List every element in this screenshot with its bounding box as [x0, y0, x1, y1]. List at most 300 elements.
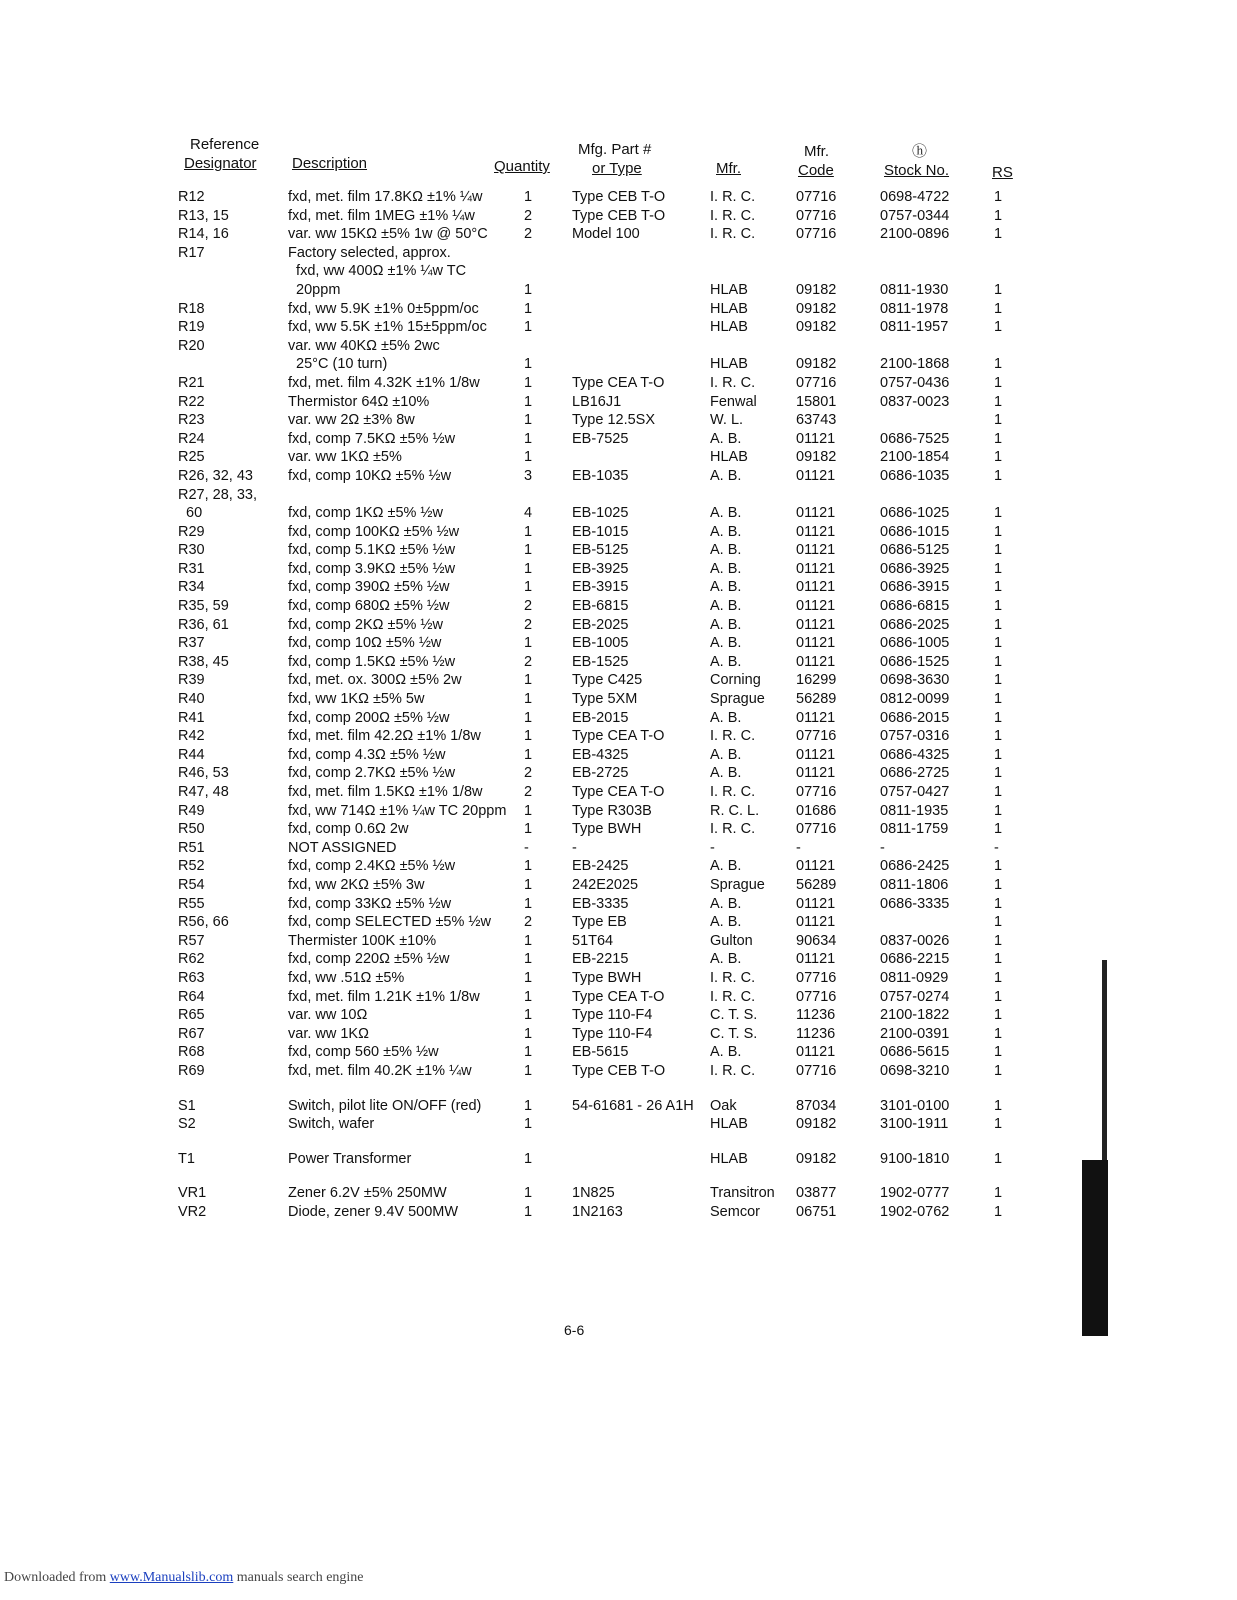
- cell-mfr-code: 01121: [796, 653, 836, 670]
- cell-ref-designator: R22: [178, 393, 205, 410]
- cell-manufacturer: A. B.: [710, 709, 742, 726]
- cell-mfr-code: 07716: [796, 207, 837, 224]
- table-row: [0, 1184, 1237, 1203]
- cell-stock-number: 0757-0316: [880, 728, 950, 745]
- cell-quantity: 2: [524, 914, 533, 931]
- cell-ref-designator: R34: [178, 579, 205, 596]
- cell-part-number: Type CEA T-O: [572, 728, 665, 745]
- cell-manufacturer: I. R. C.: [710, 821, 756, 838]
- cell-rs: 1: [994, 969, 1003, 986]
- cell-ref-designator: R46, 53: [178, 765, 229, 782]
- cell-stock-number: 0757-0427: [880, 784, 950, 800]
- cell-quantity: 1: [524, 1025, 533, 1042]
- header-ref-line2: Designator: [184, 155, 257, 172]
- cell-ref-designator: R40: [178, 691, 205, 708]
- cell-stock-number: 0686-5615: [880, 1044, 950, 1061]
- cell-rs: 1: [994, 876, 1003, 893]
- cell-quantity: 1: [524, 895, 533, 912]
- page-number: 6-6: [564, 1322, 585, 1338]
- cell-part-number: Type BWH: [572, 969, 642, 986]
- cell-part-number: EB-1015: [572, 523, 629, 540]
- cell-part-number: EB-2015: [572, 709, 629, 726]
- cell-stock-number: 0698-4722: [880, 189, 950, 205]
- cell-part-number: EB-5125: [572, 542, 629, 559]
- cell-description: fxd, comp 2KΩ ±5% ½w: [288, 616, 443, 633]
- cell-description: Diode, zener 9.4V 500MW: [288, 1203, 459, 1220]
- table-row: [0, 950, 1237, 969]
- cell-description: fxd, ww 5.9K ±1% 0±5ppm/oc: [288, 300, 479, 317]
- cell-ref-designator: R27, 28, 33,: [178, 486, 257, 503]
- cell-description: fxd, ww 2KΩ ±5% 3w: [288, 876, 425, 893]
- table-row: [0, 727, 1237, 746]
- cell-ref-designator: R20: [178, 337, 205, 354]
- table-row: [0, 653, 1237, 672]
- cell-manufacturer: R. C. L.: [710, 802, 760, 819]
- cell-mfr-code: 01121: [796, 616, 836, 633]
- cell-quantity: 1: [524, 281, 533, 298]
- table-row: [0, 467, 1237, 486]
- table-row: [0, 913, 1237, 932]
- cell-manufacturer: Sprague: [710, 876, 765, 893]
- cell-ref-designator: R67: [178, 1025, 205, 1042]
- cell-rs: 1: [994, 672, 1003, 689]
- cell-ref-designator: R64: [178, 988, 205, 1005]
- cell-mfr-code: 09182: [796, 300, 837, 317]
- table-row: [0, 1115, 1237, 1134]
- cell-part-number: EB-2025: [572, 616, 629, 633]
- cell-description: fxd, comp 2.4KΩ ±5% ½w: [288, 858, 456, 875]
- cell-stock-number: -: [880, 839, 885, 856]
- cell-rs: 1: [994, 1044, 1003, 1061]
- cell-manufacturer: A. B.: [710, 430, 742, 447]
- cell-mfr-code: 01121: [796, 598, 836, 615]
- cell-mfr-code: 01686: [796, 802, 837, 819]
- cell-description: fxd, comp 5.1KΩ ±5% ½w: [288, 542, 456, 559]
- cell-ref-designator: R18: [178, 300, 205, 317]
- cell-mfr-code: 01121: [796, 430, 836, 447]
- cell-description: fxd, comp 7.5KΩ ±5% ½w: [288, 430, 456, 447]
- table-row: [0, 448, 1237, 467]
- cell-description: fxd, comp 390Ω ±5% ½w: [288, 579, 450, 596]
- cell-quantity: 1: [524, 374, 533, 391]
- table-row: [0, 1025, 1237, 1044]
- cell-description: 20ppm: [288, 281, 341, 298]
- cell-ref-designator: R24: [178, 430, 205, 447]
- cell-description: fxd, comp 560 ±5% ½w: [288, 1044, 439, 1061]
- cell-description: fxd, ww .51Ω ±5%: [288, 969, 405, 986]
- cell-description: fxd, met. ox. 300Ω ±5% 2w: [288, 672, 462, 689]
- cell-manufacturer: Gulton: [710, 932, 753, 949]
- cell-mfr-code: 01121: [796, 542, 836, 559]
- cell-mfr-code: 03877: [796, 1185, 837, 1202]
- cell-rs: 1: [994, 1097, 1003, 1114]
- cell-part-number: EB-1525: [572, 653, 629, 670]
- cell-stock-number: 0811-1930: [880, 281, 949, 298]
- cell-rs: 1: [994, 412, 1003, 429]
- cell-stock-number: 0686-1525: [880, 653, 950, 670]
- cell-quantity: 1: [524, 802, 533, 819]
- cell-mfr-code: 06751: [796, 1203, 837, 1220]
- cell-description: Switch, pilot lite ON/OFF (red): [288, 1097, 482, 1114]
- cell-rs: 1: [994, 560, 1003, 577]
- cell-part-number: Type 110-F4: [572, 1007, 653, 1024]
- cell-mfr-code: 16299: [796, 672, 837, 689]
- cell-quantity: 2: [524, 784, 533, 800]
- cell-rs: 1: [994, 319, 1003, 336]
- cell-manufacturer: HLAB: [710, 449, 748, 466]
- cell-mfr-code: 01121: [796, 765, 836, 782]
- table-row: [0, 857, 1237, 876]
- cell-part-number: Model 100: [572, 226, 640, 243]
- table-row: [0, 634, 1237, 653]
- cell-ref-designator: R55: [178, 895, 205, 912]
- cell-mfr-code: 07716: [796, 189, 837, 205]
- manualslib-link[interactable]: www.Manualslib.com: [109, 1570, 234, 1585]
- cell-mfr-code: 07716: [796, 226, 837, 243]
- cell-part-number: EB-5615: [572, 1044, 629, 1061]
- cell-manufacturer: I. R. C.: [710, 988, 756, 1005]
- cell-stock-number: 0698-3210: [880, 1062, 950, 1079]
- cell-description: var. ww 1KΩ: [288, 1025, 369, 1042]
- cell-part-number: Type CEB T-O: [572, 1062, 666, 1079]
- cell-mfr-code: 63743: [796, 412, 837, 429]
- cell-mfr-code: 07716: [796, 728, 837, 745]
- cell-rs: 1: [994, 932, 1003, 949]
- cell-mfr-code: 01121: [796, 746, 836, 763]
- cell-ref-designator: R39: [178, 672, 205, 689]
- table-row: [0, 393, 1237, 412]
- cell-quantity: 1: [524, 932, 533, 949]
- cell-part-number: 1N825: [572, 1185, 615, 1202]
- cell-stock-number: 0686-1035: [880, 467, 950, 484]
- cell-ref-designator: R12: [178, 189, 205, 205]
- cell-stock-number: 0812-0099: [880, 691, 950, 708]
- cell-description: fxd, ww 714Ω ±1% ¼w TC 20ppm: [288, 802, 507, 819]
- cell-quantity: 4: [524, 505, 533, 522]
- cell-mfr-code: 09182: [796, 356, 837, 373]
- cell-ref-designator: R19: [178, 319, 205, 336]
- table-row: [0, 802, 1237, 821]
- cell-description: fxd, met. film 40.2K ±1% ¼w: [288, 1062, 472, 1079]
- cell-description: fxd, comp 1KΩ ±5% ½w: [288, 505, 443, 522]
- cell-quantity: 1: [524, 988, 533, 1005]
- table-row: [0, 430, 1237, 449]
- cell-manufacturer: A. B.: [710, 542, 742, 559]
- cell-part-number: EB-2425: [572, 858, 629, 875]
- hp-logo-icon: ⓗ: [912, 142, 928, 160]
- cell-part-number: 1N2163: [572, 1203, 623, 1220]
- table-row: [0, 746, 1237, 765]
- cell-stock-number: 0686-5125: [880, 542, 950, 559]
- cell-stock-number: 0686-2215: [880, 951, 950, 968]
- cell-description: fxd, comp 100KΩ ±5% ½w: [288, 523, 460, 540]
- cell-stock-number: 0811-1978: [880, 300, 949, 317]
- scan-edge-line: [1102, 960, 1107, 1160]
- table-row: [0, 374, 1237, 393]
- cell-part-number: Type CEB T-O: [572, 189, 666, 205]
- cell-rs: 1: [994, 523, 1003, 540]
- cell-stock-number: 3100-1911: [880, 1116, 949, 1133]
- cell-manufacturer: Transitron: [710, 1185, 775, 1202]
- cell-description: fxd, met. film 42.2Ω ±1% 1/8w: [288, 728, 481, 745]
- cell-quantity: 2: [524, 598, 533, 615]
- cell-description: fxd, ww 400Ω ±1% ¼w TC: [288, 263, 467, 280]
- cell-ref-designator: R68: [178, 1044, 205, 1061]
- cell-mfr-code: 01121: [796, 635, 836, 652]
- cell-quantity: 3: [524, 467, 533, 484]
- cell-rs: 1: [994, 374, 1003, 391]
- table-row: [0, 969, 1237, 988]
- cell-mfr-code: -: [796, 839, 801, 856]
- table-row: [0, 560, 1237, 579]
- cell-manufacturer: Semcor: [710, 1203, 760, 1220]
- table-row: [0, 523, 1237, 542]
- cell-mfr-code: 01121: [796, 858, 836, 875]
- scan-edge-mark: [1082, 1160, 1108, 1336]
- cell-stock-number: 1902-0777: [880, 1185, 950, 1202]
- cell-part-number: 51T64: [572, 932, 614, 949]
- cell-rs: 1: [994, 951, 1003, 968]
- cell-mfr-code: 90634: [796, 932, 837, 949]
- cell-mfr-code: 01121: [796, 1044, 836, 1061]
- table-row: [0, 411, 1237, 430]
- cell-quantity: 1: [524, 1007, 533, 1024]
- cell-manufacturer: I. R. C.: [710, 207, 756, 224]
- cell-rs: 1: [994, 895, 1003, 912]
- cell-rs: 1: [994, 449, 1003, 466]
- cell-part-number: Type CEA T-O: [572, 784, 665, 800]
- cell-stock-number: 0686-3335: [880, 895, 950, 912]
- cell-stock-number: 0686-1025: [880, 505, 950, 522]
- cell-mfr-code: 01121: [796, 523, 836, 540]
- cell-mfr-code: 07716: [796, 821, 837, 838]
- cell-manufacturer: A. B.: [710, 765, 742, 782]
- cell-description: Thermistor 64Ω ±10%: [288, 393, 430, 410]
- cell-mfr-code: 56289: [796, 691, 837, 708]
- cell-quantity: 1: [524, 672, 533, 689]
- cell-ref-designator: R42: [178, 728, 205, 745]
- cell-manufacturer: I. R. C.: [710, 969, 756, 986]
- cell-ref-designator: R69: [178, 1062, 205, 1079]
- table-row: [0, 1062, 1237, 1081]
- table-row: [0, 337, 1237, 356]
- cell-rs: 1: [994, 821, 1003, 838]
- table-row: [0, 486, 1237, 505]
- download-suffix: manuals search engine: [233, 1570, 364, 1585]
- cell-ref-designator: VR2: [178, 1203, 207, 1220]
- cell-mfr-code: 07716: [796, 374, 837, 391]
- table-row: [0, 597, 1237, 616]
- cell-stock-number: 2100-1822: [880, 1007, 950, 1024]
- cell-manufacturer: I. R. C.: [710, 374, 756, 391]
- cell-part-number: Type C425: [572, 672, 643, 689]
- cell-manufacturer: Sprague: [710, 691, 765, 708]
- cell-ref-designator: R14, 16: [178, 226, 229, 243]
- cell-description: var. ww 10Ω: [288, 1007, 368, 1024]
- cell-part-number: Type 5XM: [572, 691, 638, 708]
- cell-quantity: 1: [524, 579, 533, 596]
- cell-part-number: EB-1005: [572, 635, 629, 652]
- cell-quantity: 1: [524, 449, 533, 466]
- cell-manufacturer: HLAB: [710, 319, 748, 336]
- cell-description: fxd, comp 33KΩ ±5% ½w: [288, 895, 452, 912]
- cell-rs: 1: [994, 300, 1003, 317]
- cell-ref-designator: R49: [178, 802, 205, 819]
- cell-description: fxd, met. film 1.5KΩ ±1% 1/8w: [288, 784, 483, 800]
- cell-rs: 1: [994, 616, 1003, 633]
- cell-manufacturer: Oak: [710, 1097, 737, 1114]
- cell-part-number: Type EB: [572, 914, 627, 931]
- table-row: [0, 207, 1237, 226]
- table-row: [0, 839, 1237, 858]
- cell-quantity: 1: [524, 356, 533, 373]
- header-part: [578, 140, 651, 178]
- table-row: [0, 616, 1237, 635]
- cell-part-number: Type CEB T-O: [572, 207, 666, 224]
- cell-part-number: Type CEA T-O: [572, 988, 665, 1005]
- cell-ref-designator: R50: [178, 821, 205, 838]
- header-mfr: Mfr.: [716, 160, 741, 177]
- cell-mfr-code: 07716: [796, 988, 837, 1005]
- table-row: [0, 504, 1237, 523]
- cell-rs: 1: [994, 393, 1003, 410]
- cell-manufacturer: -: [710, 839, 715, 856]
- table-row: [0, 541, 1237, 560]
- cell-mfr-code: 09182: [796, 1150, 837, 1167]
- cell-mfr-code: 07716: [796, 969, 837, 986]
- cell-manufacturer: I. R. C.: [710, 189, 756, 205]
- cell-description: 25°C (10 turn): [288, 356, 388, 373]
- cell-manufacturer: C. T. S.: [710, 1025, 758, 1042]
- cell-stock-number: 0757-0436: [880, 374, 950, 391]
- cell-description: Power Transformer: [288, 1150, 412, 1167]
- cell-description: NOT ASSIGNED: [288, 839, 397, 856]
- cell-stock-number: 2100-1854: [880, 449, 950, 466]
- cell-description: fxd, ww 5.5K ±1% 15±5ppm/oc: [288, 319, 487, 336]
- cell-rs: 1: [994, 1116, 1003, 1133]
- cell-manufacturer: A. B.: [710, 746, 742, 763]
- cell-manufacturer: Corning: [710, 672, 761, 689]
- cell-description: fxd, comp 3.9KΩ ±5% ½w: [288, 560, 456, 577]
- cell-stock-number: 2100-0391: [880, 1025, 950, 1042]
- cell-ref-designator: VR1: [178, 1185, 207, 1202]
- cell-rs: 1: [994, 988, 1003, 1005]
- cell-quantity: 1: [524, 1150, 533, 1167]
- table-row: [0, 355, 1237, 374]
- cell-rs: 1: [994, 653, 1003, 670]
- cell-rs: 1: [994, 226, 1003, 243]
- cell-part-number: -: [572, 839, 577, 856]
- cell-stock-number: 0811-1759: [880, 821, 949, 838]
- cell-manufacturer: HLAB: [710, 1150, 748, 1167]
- cell-mfr-code: 15801: [796, 393, 837, 410]
- cell-description: fxd, met. film 1MEG ±1% ¼w: [288, 207, 475, 224]
- cell-part-number: EB-3925: [572, 560, 629, 577]
- cell-mfr-code: 09182: [796, 449, 837, 466]
- cell-rs: 1: [994, 635, 1003, 652]
- cell-mfr-code: 01121: [796, 505, 836, 522]
- cell-part-number: EB-7525: [572, 430, 629, 447]
- cell-stock-number: 0757-0274: [880, 988, 950, 1005]
- cell-description: fxd, comp SELECTED ±5% ½w: [288, 914, 491, 931]
- cell-description: fxd, comp 2.7KΩ ±5% ½w: [288, 765, 456, 782]
- cell-part-number: Type 110-F4: [572, 1025, 653, 1042]
- header-description: Description: [292, 155, 368, 172]
- cell-stock-number: 0686-3915: [880, 579, 950, 596]
- cell-part-number: EB-3335: [572, 895, 629, 912]
- cell-part-number: 242E2025: [572, 876, 639, 893]
- cell-quantity: 1: [524, 728, 533, 745]
- cell-quantity: 1: [524, 951, 533, 968]
- cell-quantity: 2: [524, 616, 533, 633]
- cell-manufacturer: HLAB: [710, 300, 748, 317]
- header-part-line2: or Type: [592, 160, 642, 177]
- cell-rs: 1: [994, 802, 1003, 819]
- table-row: [0, 764, 1237, 783]
- cell-mfr-code: 01121: [796, 579, 836, 596]
- cell-manufacturer: A. B.: [710, 467, 742, 484]
- cell-manufacturer: A. B.: [710, 1044, 742, 1061]
- cell-ref-designator: S1: [178, 1097, 196, 1114]
- header-reference: [184, 135, 260, 173]
- cell-quantity: 1: [524, 560, 533, 577]
- cell-mfr-code: 09182: [796, 281, 837, 298]
- cell-manufacturer: A. B.: [710, 653, 742, 670]
- cell-stock-number: 0811-1935: [880, 802, 949, 819]
- table-row: [0, 820, 1237, 839]
- cell-rs: 1: [994, 467, 1003, 484]
- cell-description: fxd, comp 680Ω ±5% ½w: [288, 598, 450, 615]
- cell-quantity: 2: [524, 653, 533, 670]
- cell-stock-number: 0811-0929: [880, 969, 949, 986]
- cell-description: var. ww 40KΩ ±5% 2wc: [288, 337, 440, 354]
- cell-ref-designator: R35, 59: [178, 598, 229, 615]
- cell-description: var. ww 2Ω ±3% 8w: [288, 412, 415, 429]
- table-row: [0, 709, 1237, 728]
- cell-rs: 1: [994, 1185, 1003, 1202]
- cell-stock-number: 1902-0762: [880, 1203, 950, 1220]
- cell-mfr-code: 01121: [796, 914, 836, 931]
- header-part-line1: Mfg. Part #: [578, 141, 652, 158]
- cell-rs: 1: [994, 207, 1003, 224]
- cell-manufacturer: A. B.: [710, 914, 742, 931]
- cell-part-number: EB-1035: [572, 467, 629, 484]
- cell-ref-designator: R23: [178, 412, 205, 429]
- cell-ref-designator: R29: [178, 523, 205, 540]
- cell-ref-designator: R65: [178, 1007, 205, 1024]
- cell-rs: 1: [994, 430, 1003, 447]
- table-row: [0, 244, 1237, 263]
- cell-quantity: 2: [524, 226, 533, 243]
- cell-part-number: EB-1025: [572, 505, 629, 522]
- table-row: [0, 281, 1237, 300]
- cell-manufacturer: C. T. S.: [710, 1007, 758, 1024]
- cell-rs: 1: [994, 709, 1003, 726]
- header-quantity: Quantity: [494, 158, 550, 175]
- cell-ref-designator: R30: [178, 542, 205, 559]
- header-code-line1: Mfr.: [804, 143, 829, 160]
- cell-quantity: 2: [524, 207, 533, 224]
- cell-rs: 1: [994, 1062, 1003, 1079]
- cell-manufacturer: HLAB: [710, 281, 748, 298]
- cell-ref-designator: R62: [178, 951, 205, 968]
- cell-ref-designator: 60: [178, 505, 203, 522]
- cell-ref-designator: S2: [178, 1116, 196, 1133]
- header-stock-line2: Stock No.: [884, 162, 950, 179]
- cell-ref-designator: R13, 15: [178, 207, 229, 224]
- cell-part-number: EB-6815: [572, 598, 629, 615]
- cell-rs: 1: [994, 858, 1003, 875]
